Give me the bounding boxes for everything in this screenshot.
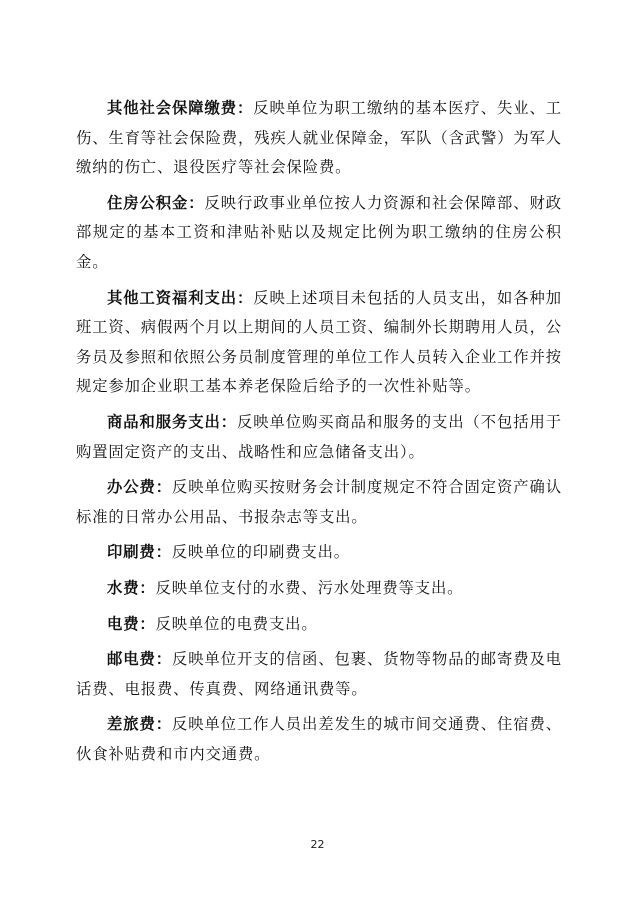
- term-label: 住房公积金：: [107, 193, 205, 212]
- paragraph-office-expense: [76, 473, 562, 532]
- paragraph-other-social-security: [76, 94, 562, 183]
- paragraph-housing-fund: [76, 189, 562, 278]
- document-body: [76, 94, 562, 775]
- term-definition: 反映单位支付的水费、污水处理费等支出。: [155, 578, 464, 597]
- paragraph-printing-expense: [76, 538, 562, 568]
- paragraph-electricity-expense: [76, 610, 562, 640]
- term-label: 电费：: [107, 614, 156, 633]
- term-label: 商品和服务支出：: [107, 412, 238, 431]
- term-definition: 反映单位购买商品和服务的支出（不包括用于购置固定资产的支出、战略性和应急储备支出）。: [76, 412, 562, 461]
- term-definition: 反映单位工作人员出差发生的城市间交通费、住宿费、伙食补贴费和市内交通费。: [76, 715, 562, 763]
- term-definition: 反映单位的印刷费支出。: [171, 543, 350, 562]
- paragraph-goods-services: [76, 408, 562, 467]
- term-label: 办公费：: [107, 478, 173, 497]
- term-label: 水费：: [107, 578, 156, 597]
- term-label: 其他工资福利支出：: [107, 288, 254, 307]
- paragraph-travel-expense: [76, 710, 562, 769]
- term-label: 邮电费：: [107, 650, 173, 669]
- term-label: 差旅费：: [107, 715, 173, 734]
- paragraph-other-wage-welfare: [76, 284, 562, 402]
- term-label: 其他社会保障缴费：: [107, 99, 254, 117]
- term-definition: 反映单位开支的信函、包裹、货物等物品的邮寄费及电话费、电报费、传真费、网络通讯费等。: [76, 650, 562, 698]
- term-definition: 反映行政事业单位按人力资源和社会保障部、财政部规定的基本工资和津贴补贴以及规定比例为职工缴纳的住房公积金。: [76, 193, 562, 271]
- term-definition: 反映单位购买按财务会计制度规定不符合固定资产确认标准的日常办公用品、书报杂志等支出。: [76, 478, 562, 526]
- term-definition: 反映单位为职工缴纳的基本医疗、失业、工伤、生育等社会保险费，残疾人就业保障金，军队（含武警）为军人缴纳的伤亡、退役医疗等社会保险费。: [76, 99, 562, 177]
- paragraph-water-expense: [76, 574, 562, 604]
- term-label: 印刷费：: [107, 543, 172, 562]
- term-definition: 反映单位的电费支出。: [155, 614, 318, 633]
- paragraph-postal-telecom-expense: [76, 645, 562, 704]
- term-definition: 反映上述项目未包括的人员支出，如各种加班工资、病假两个月以上期间的人员工资、编制外长期聘用人员，公务员及参照和依照公务员制度管理的单位工作人员转入企业工作并按规定参加企业职工基本养老保险后给予的一次性补贴等。: [76, 288, 562, 396]
- page-number: 22: [310, 838, 325, 851]
